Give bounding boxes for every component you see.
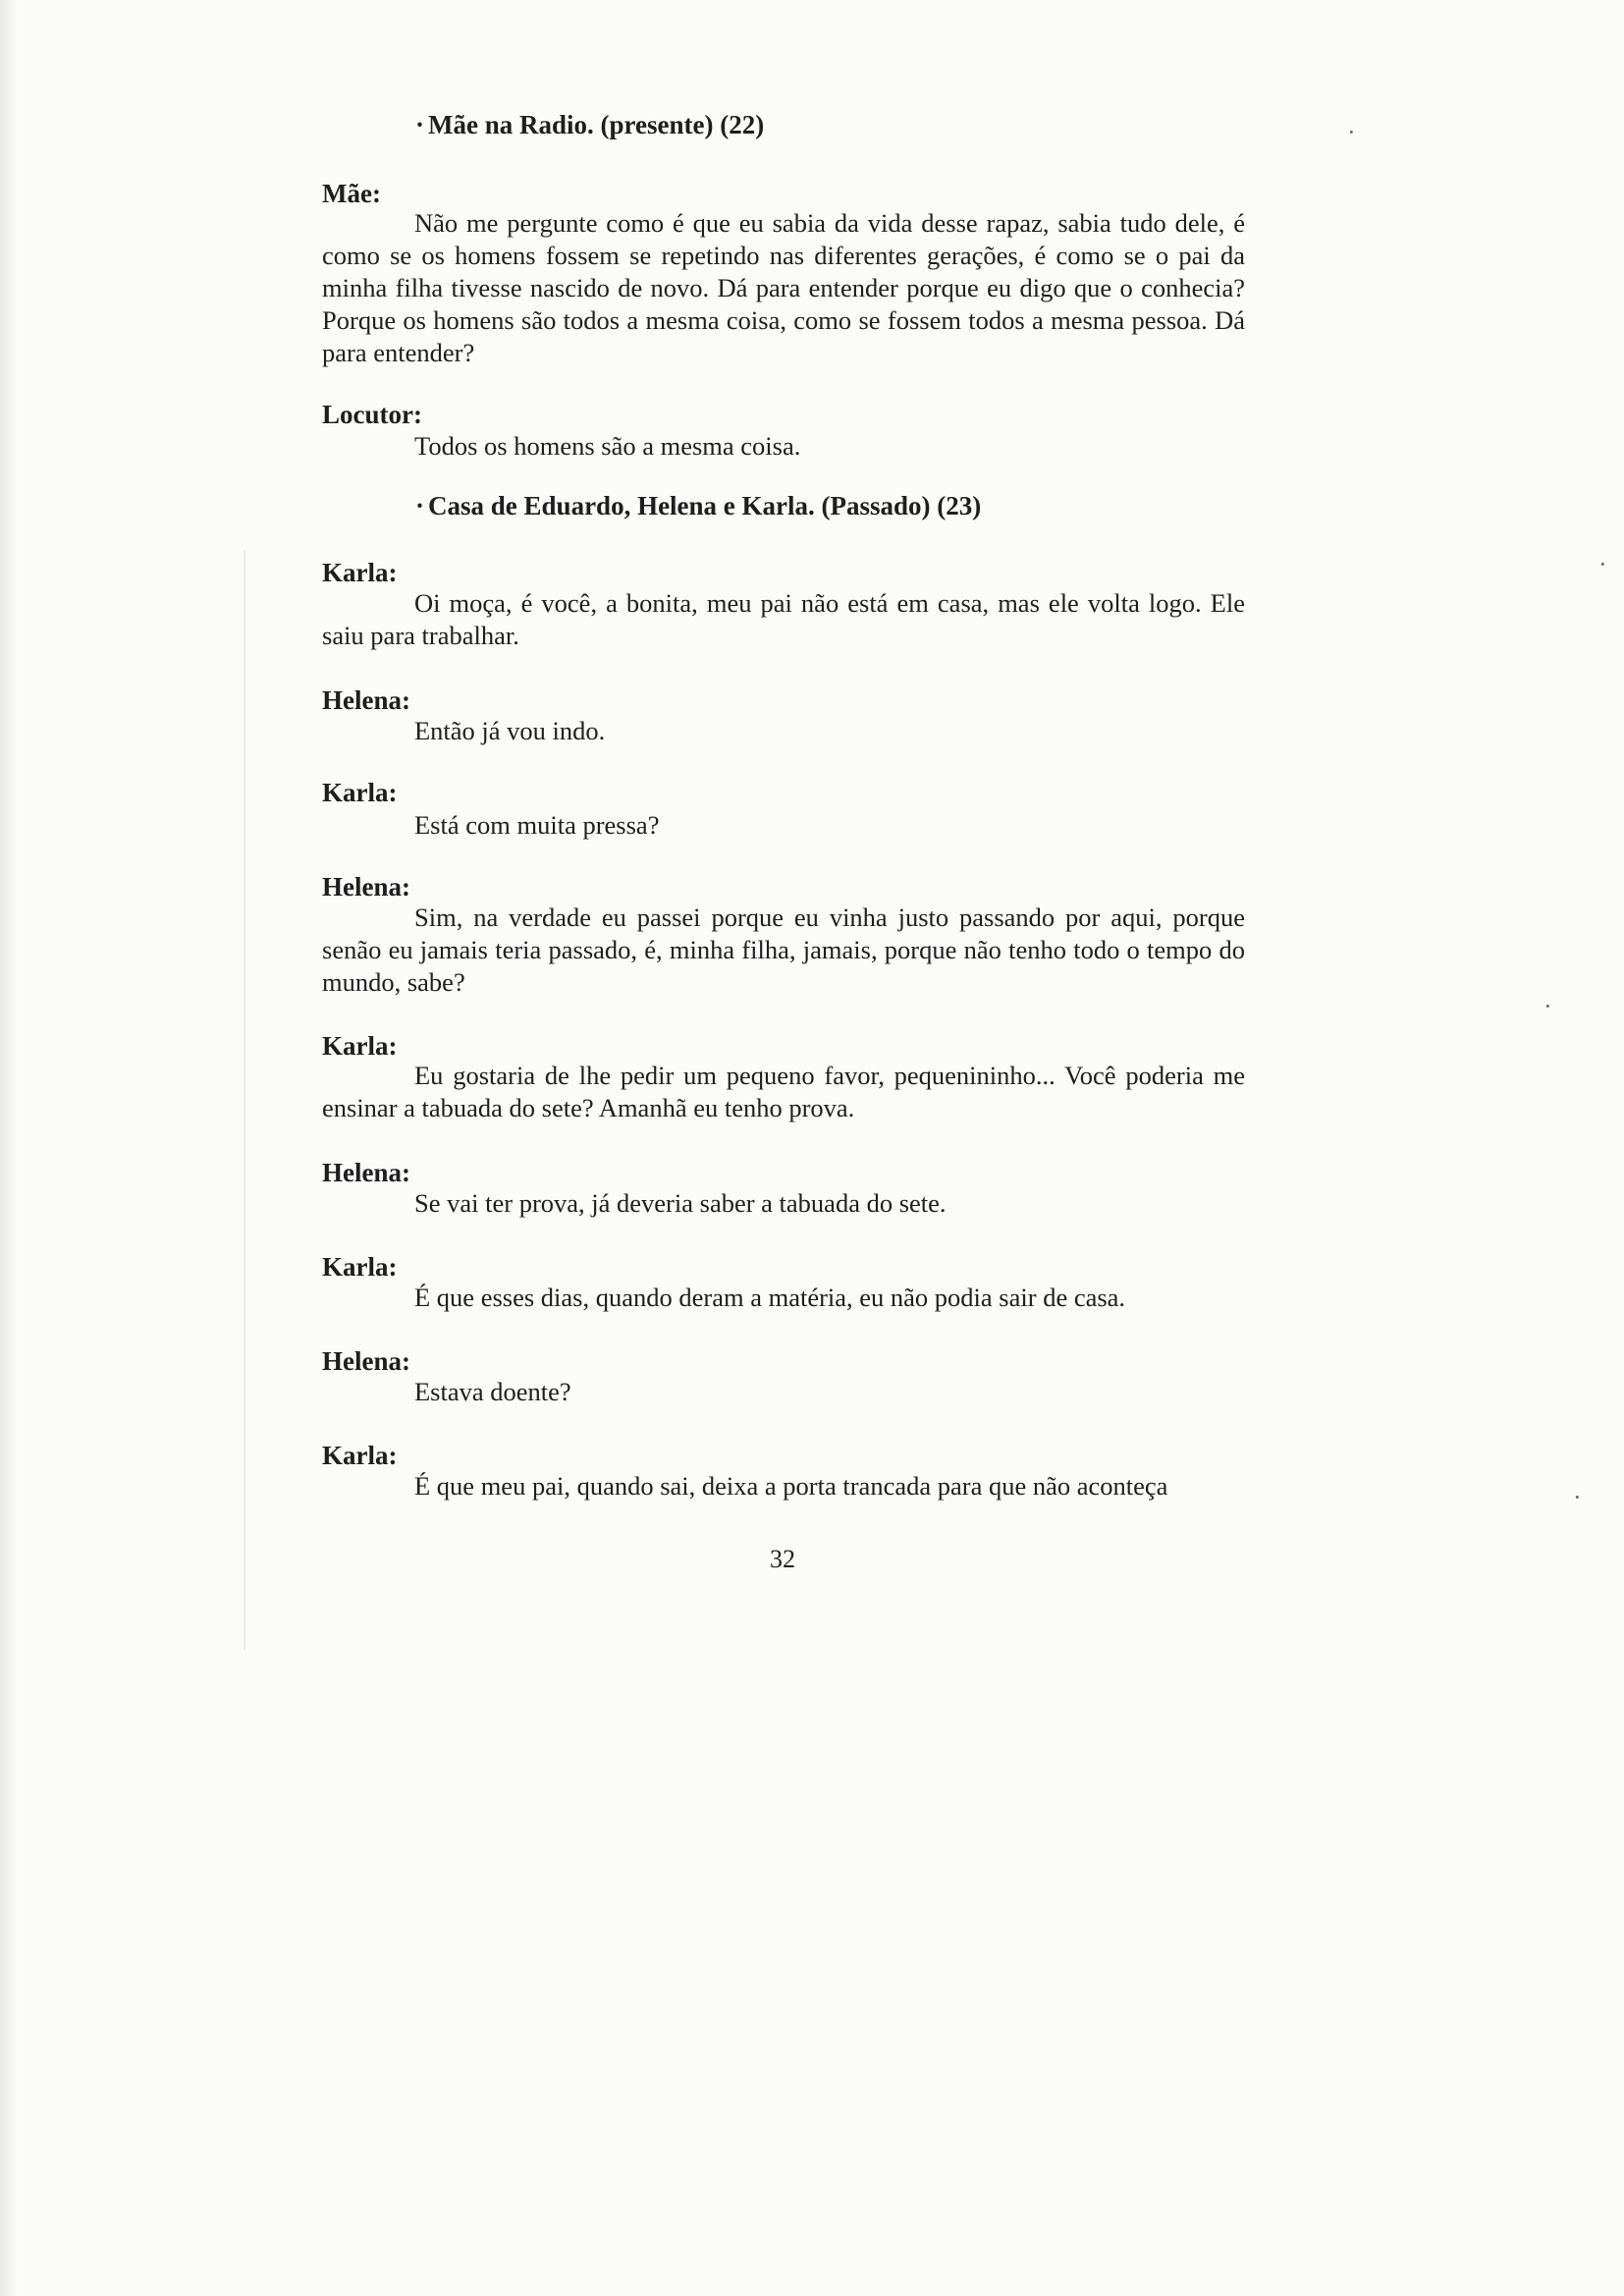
page-number: 32 — [770, 1545, 795, 1573]
scan-speck: · — [1543, 992, 1552, 1020]
speaker-name: Karla: — [322, 1031, 398, 1061]
dialogue-line: Se vai ter prova, já deveria saber a tabuada do sete. — [414, 1188, 947, 1218]
scan-speck: · — [1347, 118, 1356, 146]
speaker-name: Mãe: — [322, 179, 381, 208]
dialogue-line: Eu gostaria de lhe pedir um pequeno favor, pequenininho... Você poderia me ensinar a tabuada do sete? Amanhã eu tenho prova. — [322, 1061, 1245, 1122]
speaker-name: Helena: — [322, 1158, 410, 1187]
scene-heading — [415, 491, 981, 521]
speaker-name: Karla: — [322, 558, 398, 587]
speaker-name: Karla: — [322, 1252, 398, 1282]
speaker-name: Helena: — [322, 872, 410, 902]
dialogue-line: Oi moça, é você, a bonita, meu pai não está em casa, mas ele volta logo. Ele saiu para trabalhar. — [322, 588, 1245, 650]
speaker-name: Helena: — [322, 1346, 410, 1376]
bullet-dot-icon: · — [415, 110, 425, 139]
dialogue-line: É que meu pai, quando sai, deixa a porta trancada para que não aconteça — [414, 1471, 1168, 1501]
scan-speck: · — [1598, 550, 1607, 578]
speaker-name: Karla: — [322, 778, 398, 807]
dialogue-line: Não me pergunte como é que eu sabia da vida desse rapaz, sabia tudo dele, é como se os homens fossem se repetindo nas diferentes gerações, é como se o pai da minha filha tivesse nascido de novo. Dá para entender porque eu digo que o conhecia? Porque os homens são todos a mesma coisa, como se fossem todos a mesma pessoa. Dá para entender? — [322, 208, 1245, 367]
dialogue-line: É que esses dias, quando deram a matéria, eu não podia sair de casa. — [414, 1283, 1126, 1312]
scene-heading-text: Mãe na Radio. (presente) (22) — [428, 110, 765, 139]
speaker-name: Helena: — [322, 685, 410, 715]
dialogue-line: Então já vou indo. — [414, 716, 606, 745]
speaker-name: Locutor: — [322, 400, 422, 429]
dialogue-line: Sim, na verdade eu passei porque eu vinha justo passando por aqui, porque senão eu jamais teria passado, é, minha filha, jamais, porque não tenho todo o tempo do mundo, sabe? — [322, 902, 1245, 997]
scan-speck: · — [1573, 1483, 1582, 1511]
scene-heading-text: Casa de Eduardo, Helena e Karla. (Passado) (23) — [428, 491, 982, 520]
dialogue-line: Está com muita pressa? — [414, 810, 660, 840]
scene-heading — [415, 110, 764, 140]
dialogue-line: Todos os homens são a mesma coisa. — [414, 431, 801, 461]
bullet-dot-icon: · — [415, 491, 425, 520]
dialogue-line: Estava doente? — [414, 1377, 571, 1406]
speaker-name: Karla: — [322, 1441, 398, 1470]
